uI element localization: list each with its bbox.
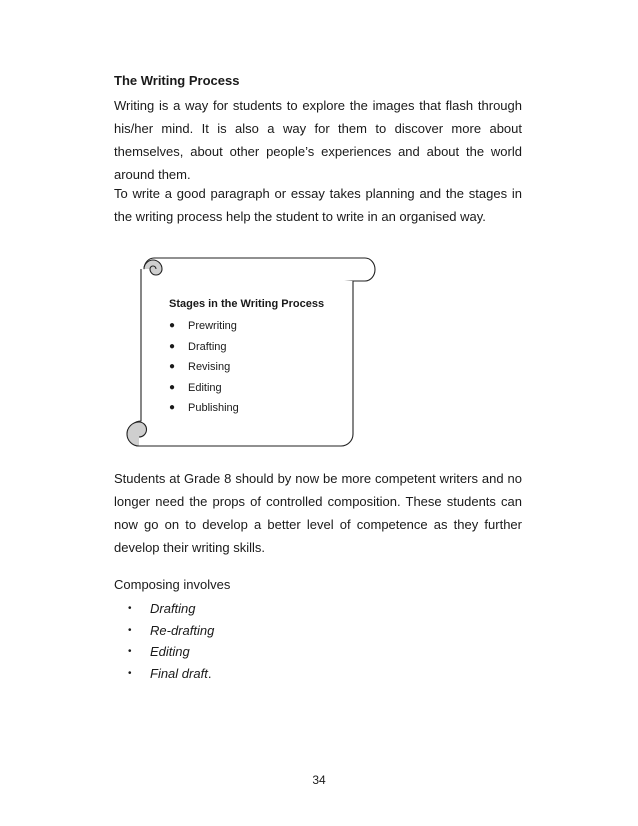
bullet-icon: • [128, 667, 132, 679]
section-heading: The Writing Process [114, 73, 240, 88]
list-item: • Re-drafting [128, 620, 214, 642]
bullet-icon: ● [169, 402, 176, 413]
list-item: ● Drafting [169, 337, 349, 358]
bullet-icon: ● [169, 361, 176, 372]
bullet-icon: • [128, 603, 132, 614]
bullet-icon: • [128, 624, 132, 636]
list-item: ● Revising [169, 357, 349, 378]
list-item: • Drafting [128, 598, 214, 620]
list-item: • Editing [128, 641, 214, 663]
page-number: 34 [312, 773, 326, 787]
stages-title: Stages in the Writing Process [169, 298, 325, 310]
bullet-icon: • [128, 646, 132, 657]
bullet-icon: ● [169, 381, 176, 393]
stages-list [169, 316, 349, 419]
list-item: ● Editing [169, 378, 349, 399]
list-item: ● Prewriting [169, 316, 349, 337]
list-item: ● Publishing [169, 398, 349, 419]
bullet-icon: ● [169, 340, 176, 352]
grade-8-paragraph: Students at Grade 8 should by now be more competent writers and no longer need the props of controlled composition. These students can now go on to develop a better level of competence as they further develop their writing skills. [114, 471, 522, 555]
composing-list [128, 598, 214, 684]
planning-paragraph: To write a good paragraph or essay takes planning and the stages in the writing process help the student to write in an organised way. [114, 186, 522, 224]
bullet-icon: ● [169, 320, 176, 331]
intro-paragraph: Writing is a way for students to explore the images that flash through his/her mind. It is also a way for them to discover more about themselves, about other people’s experiences and about the world around them. [114, 98, 522, 182]
trailing-period: . [207, 665, 212, 681]
list-item: • Final draft . [128, 663, 214, 685]
stages-box [169, 296, 349, 419]
composing-intro: Composing involves [114, 577, 231, 592]
